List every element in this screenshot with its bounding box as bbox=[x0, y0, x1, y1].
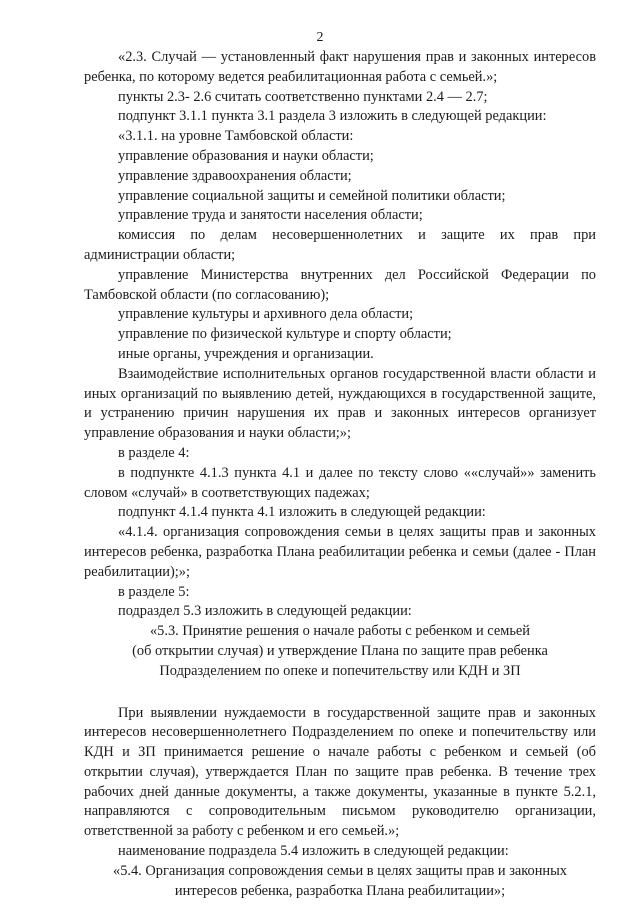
paragraph: «2.3. Случай — установленный факт нарушения прав и законных интересов ребенка, по которому ведется реабилитационная работа с семьей.»; bbox=[84, 49, 596, 85]
section-heading-line: интересов ребенка, разработка Плана реабилитации»; bbox=[174, 882, 506, 899]
list-item: управление здравоохранения области; bbox=[118, 167, 352, 184]
section-heading-line: (об открытии случая) и утверждение Плана по защите прав ребенка bbox=[132, 642, 548, 659]
paragraph: Взаимодействие исполнительных органов государственной власти области и иных организаций по выявлению детей, нуждающихся в государственной защите, и устранению причин нарушения их прав и законных интересов организует управление образования и науки области;»; bbox=[84, 365, 596, 442]
list-item: управление культуры и архивного дела области; bbox=[118, 306, 414, 323]
paragraph: подпункт 4.1.4 пункта 4.1 изложить в следующей редакции: bbox=[118, 504, 486, 521]
list-item: управление образования и науки области; bbox=[118, 147, 374, 164]
list-item: управление Министерства внутренних дел Российской Федерации по Тамбовской области (по согласованию); bbox=[84, 266, 596, 303]
paragraph: подраздел 5.3 изложить в следующей редакции: bbox=[118, 603, 412, 620]
page-number: 2 bbox=[316, 30, 324, 45]
paragraph: наименование подраздела 5.4 изложить в следующей редакции: bbox=[118, 843, 509, 860]
paragraph: подпункт 3.1.1 пункта 3.1 раздела 3 изложить в следующей редакции: bbox=[118, 108, 547, 125]
paragraph: «3.1.1. на уровне Тамбовской области: bbox=[118, 128, 354, 145]
section-heading-line: «5.4. Организация сопровождения семьи в целях защиты прав и законных bbox=[113, 862, 567, 879]
list-item: управление социальной защиты и семейной политики области; bbox=[118, 187, 506, 204]
list-item: иные органы, учреждения и организации. bbox=[118, 345, 374, 362]
document-body bbox=[84, 48, 596, 901]
paragraph: При выявлении нуждаемости в государственной защите прав и законных интересов несовершеннолетнего Подразделением по опеке и попечительству или КДН и ЗП принимается решение о начале работы с ребенком и семьей (об открытии случая), утверждается План по защите прав ребенка. В течение трех рабочих дней данные документы, а также документы, указанные в пункте 5.2.1, направляются с сопроводительным письмом руководителю организации, ответственной за работу с ребенком и его семьей.»; bbox=[84, 704, 596, 840]
paragraph: в подпункте 4.1.3 пункта 4.1 и далее по тексту слово ««случай»» заменить словом «случай» в соответствующих падежах; bbox=[84, 464, 596, 501]
paragraph: пункты 2.3- 2.6 считать соответственно пунктами 2.4 — 2.7; bbox=[118, 88, 488, 105]
list-item: управление по физической культуре и спорту области; bbox=[118, 326, 452, 343]
section-heading-line: Подразделением по опеке и попечительству или КДН и ЗП bbox=[159, 662, 521, 679]
paragraph: «4.1.4. организация сопровождения семьи в целях защиты прав и законных интересов ребенка, разработка Плана реабилитации ребенка и семьи (далее - План реабилитации);»; bbox=[84, 524, 596, 580]
section-heading-line: «5.3. Принятие решения о начале работы с ребенком и семьей bbox=[149, 623, 530, 640]
list-item: управление труда и занятости населения области; bbox=[118, 207, 423, 224]
list-item: комиссия по делам несовершеннолетних и защите их прав при администрации области; bbox=[84, 227, 596, 263]
paragraph: в разделе 5: bbox=[118, 583, 190, 600]
spacer bbox=[84, 682, 596, 704]
paragraph: в разделе 4: bbox=[118, 444, 190, 461]
